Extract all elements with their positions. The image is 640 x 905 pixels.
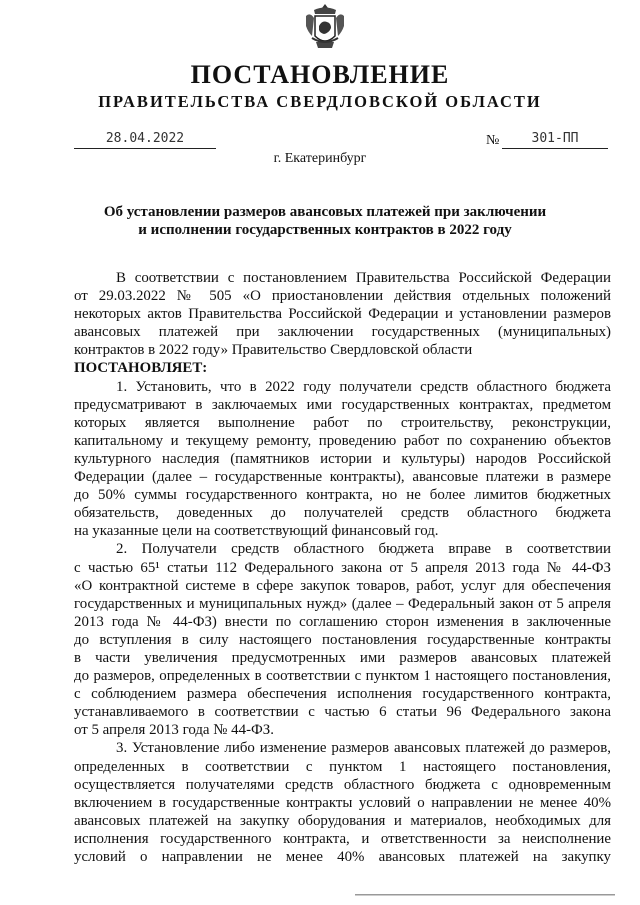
- document-date: 28.04.2022: [74, 131, 216, 149]
- number-label: №: [486, 133, 500, 148]
- heading-line: Об установлении размеров авансовых платежей при заключении: [103, 204, 547, 220]
- body-line: 2013 года № 44-ФЗ) внести по соглашению сторон изменения в заключенные: [74, 613, 611, 630]
- body-line: от 29.03.2022 № 505 «О приостановлении действия отдельных положений: [74, 288, 611, 305]
- body-line: 1. Установить, что в 2022 году получатели средств областного бюджета: [116, 378, 611, 395]
- body-line: в части увеличения предусмотренных ими размеров авансовых платежей: [74, 649, 611, 666]
- body-line: определенных в соответствии с пунктом 1 настоящего постановления,: [74, 758, 611, 775]
- body-line: до размеров, определенных в соответствии с пунктом 1 настоящего постановления,: [74, 668, 611, 685]
- body-line: обязательств, доведенных до получателей средств областного бюджета: [74, 505, 611, 522]
- body-line: авансовых платежей на закупку оборудования и материалов, необходимых для: [74, 812, 611, 829]
- coat-of-arms-icon: [302, 2, 348, 52]
- body-line: Федерации (далее – государственные контракты), авансовые платежи в размере: [74, 469, 611, 486]
- body-line: авансовых платежей при заключении государственных (муниципальных): [74, 324, 611, 341]
- issuing-authority: ПРАВИТЕЛЬСТВА СВЕРДЛОВСКОЙ ОБЛАСТИ: [98, 92, 542, 111]
- body-line: 3. Установление либо изменение размеров авансовых платежей до размеров,: [116, 740, 611, 757]
- body-line: с соблюдением размера обеспечения исполнения государственного контракта,: [74, 686, 611, 703]
- body-line: которых является выполнение работ по строительству, реконструкции,: [74, 414, 611, 431]
- body-line: государственных и муниципальных нужд» (далее – Федеральный закон от 5 апреля: [74, 595, 611, 612]
- body-line: 2. Получатели средств областного бюджета вправе в соответствии: [116, 541, 611, 558]
- body-line: с частью 65¹ статьи 112 Федерального закона от 5 апреля 2013 года № 44-ФЗ: [74, 559, 611, 576]
- city: г. Екатеринбург: [273, 151, 367, 166]
- publication-footer-mark: [355, 893, 615, 897]
- body-line: некоторых актов Правительства Российской Федерации и установлении размеров: [74, 306, 611, 323]
- body-line: на указанные цели на соответствующий финансовый год.: [74, 523, 439, 540]
- body-line: условий о направлении не менее 40% авансовых платежей на закупку: [74, 849, 611, 865]
- body-line: осуществляется получателями средств областного бюджета с одновременным: [74, 776, 611, 793]
- body-line: предусматривают в заключаемых ими государственных контрактах, предметом: [74, 396, 611, 413]
- body-line: «О контрактной системе в сфере закупок товаров, работ, услуг для обеспечения: [74, 577, 611, 594]
- body-line: капитальному и текущему ремонту, проведению работ по сохранению объектов: [74, 432, 611, 449]
- body-line: до 50% суммы государственного контракта, но не более лимитов бюджетных: [74, 487, 611, 504]
- body-line: контрактов в 2022 году» Правительство Свердловской области: [74, 342, 473, 359]
- body-line: исполнения государственного контракта, и ответственности за неисполнение: [74, 830, 611, 847]
- document-heading: [90, 203, 560, 239]
- document-number: 301-ПП: [502, 131, 608, 149]
- body-line: включением в государственные контракты условий о направлении не менее 40%: [74, 794, 611, 811]
- body-line: культурного наследия (памятников истории и культуры) народов Российской: [74, 450, 611, 467]
- body-line: до вступления в силу настоящего постановления государственные контракты: [74, 631, 611, 648]
- decree-keyword: ПОСТАНОВЛЯЕТ:: [74, 360, 208, 377]
- body-line: от 5 апреля 2013 года № 44-ФЗ.: [74, 722, 274, 739]
- body-line: В соответствии с постановлением Правительства Российской Федерации: [116, 270, 611, 286]
- heading-line: и исполнении государственных контрактов в 2022 году: [138, 222, 512, 238]
- document-body: [74, 269, 611, 866]
- body-line: устанавливаемого в соответствии с частью 6 статьи 96 Федерального закона: [74, 704, 611, 721]
- document-title: ПОСТАНОВЛЕНИЕ: [190, 60, 450, 89]
